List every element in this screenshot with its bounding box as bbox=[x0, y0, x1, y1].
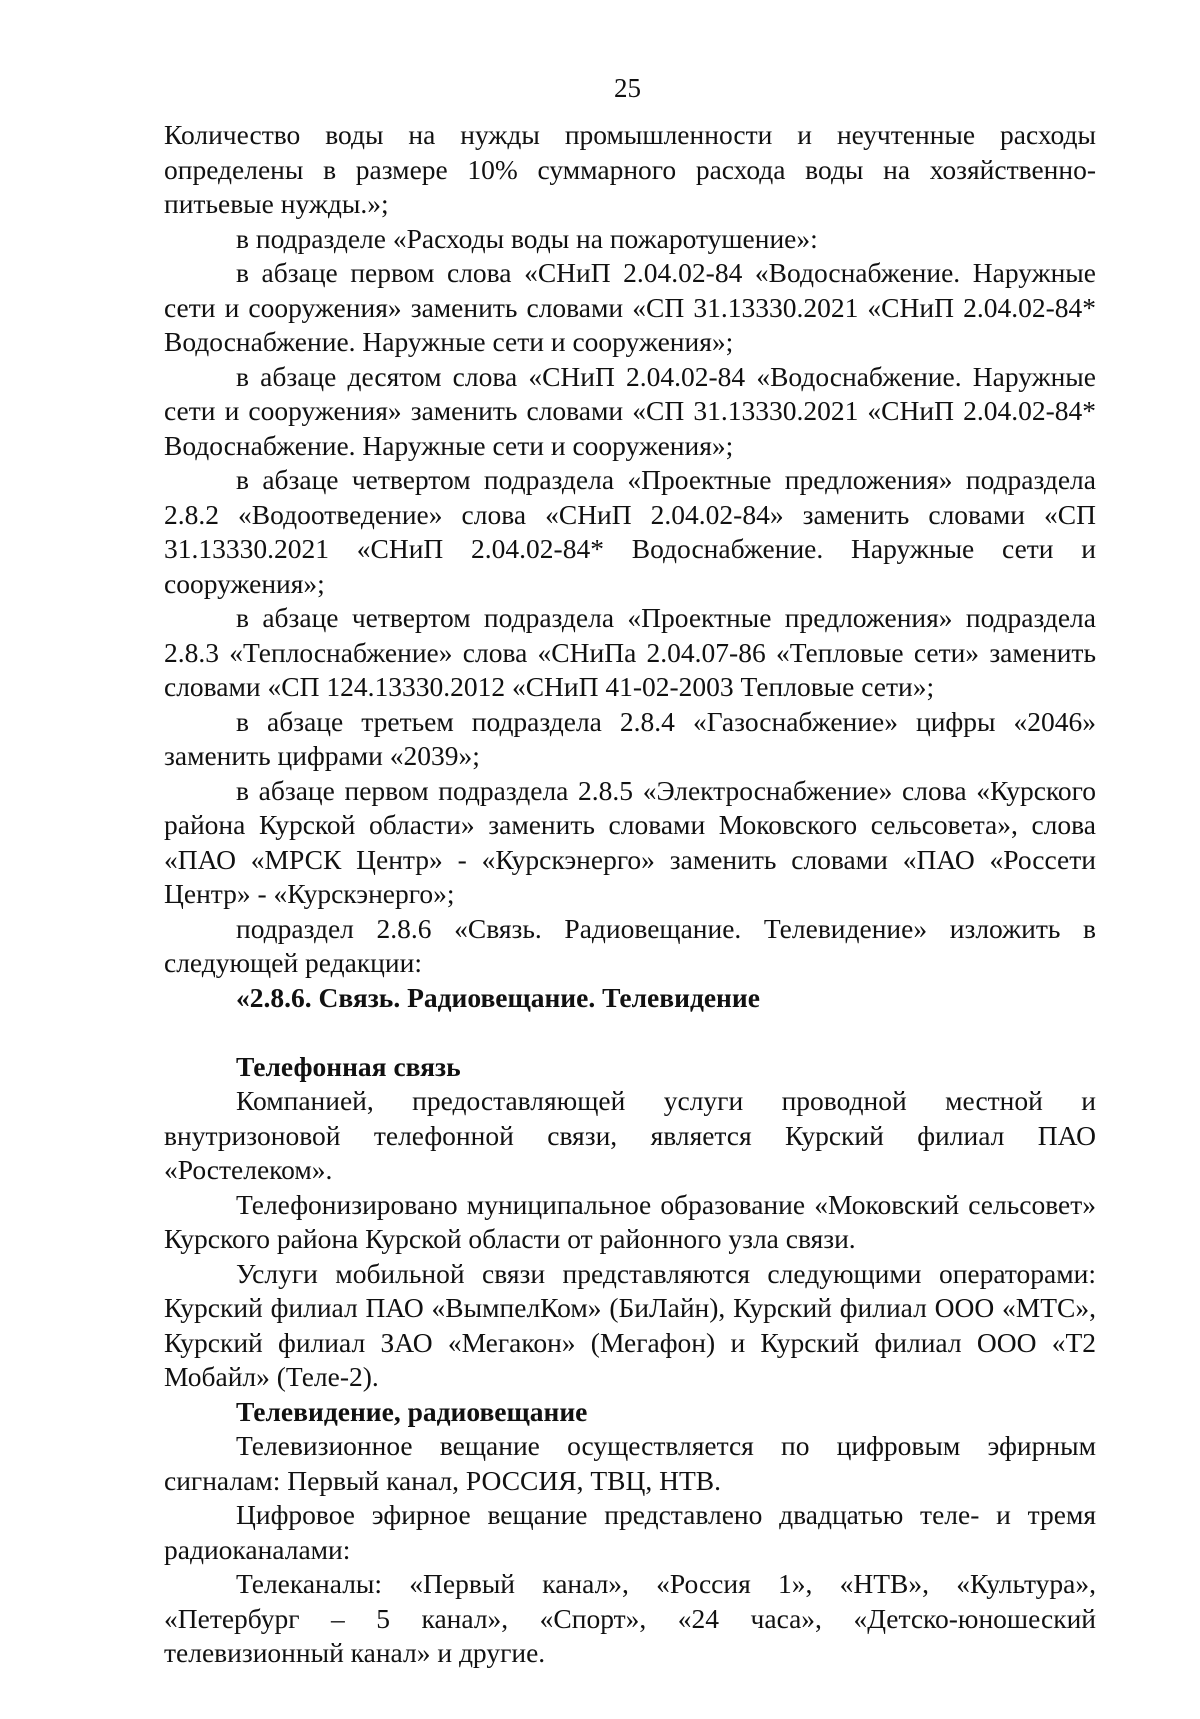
paragraph-fire-subsection: в подразделе «Расходы воды на пожаротушение»: bbox=[236, 222, 818, 254]
paragraph-mobile-operators: Услуги мобильной связи представляются следующими операторами: Курский филиал ПАО «ВымпелКом» (БиЛайн), Курский филиал ООО «МТС», Курский филиал ЗАО «Мегакон» (Мегафон) и Курский филиал ООО «Т2 Мобайл» (Теле-2). bbox=[164, 1257, 1096, 1392]
page-number: 25 bbox=[614, 73, 641, 103]
paragraph-vodootvedenie: в абзаце четвертом подраздела «Проектные предложения» подраздела 2.8.2 «Водоотведение» слова «СНиП 2.04.02-84» заменить словами «СП 31.13330.2021 «СНиП 2.04.02-84* Водоснабжение. Наружные сети и сооружения»; bbox=[164, 464, 1096, 599]
paragraph-svyaz-redaction: подраздел 2.8.6 «Связь. Радиовещание. Телевидение» изложить в следующей редакции: bbox=[164, 912, 1096, 978]
paragraph-water-industry: Количество воды на нужды промышленности и неучтенные расходы определены в размере 10% суммарного расхода воды на хозяйственно-питьевые нужды.»; bbox=[164, 119, 1096, 219]
paragraph-teplosnabzhenie: в абзаце четвертом подраздела «Проектные предложения» подраздела 2.8.3 «Теплоснабжение» слова «СНиПа 2.04.07-86 «Тепловые сети» заменить словами «СП 124.13330.2012 «СНиП 41-02-2003 Тепловые сети»; bbox=[164, 602, 1096, 702]
paragraph-first-abzac: в абзаце первом слова «СНиП 2.04.02-84 «Водоснабжение. Наружные сети и сооружения» заменить словами «СП 31.13330.2021 «СНиП 2.04.02-84* Водоснабжение. Наружные сети и сооружения»; bbox=[164, 257, 1096, 357]
section-heading: «2.8.6. Связь. Радиовещание. Телевидение bbox=[236, 981, 760, 1013]
paragraph-tenth-abzac: в абзаце десятом слова «СНиП 2.04.02-84 «Водоснабжение. Наружные сети и сооружения» заменить словами «СП 31.13330.2021 «СНиП 2.04.02-84* Водоснабжение. Наружные сети и сооружения»; bbox=[164, 360, 1096, 461]
paragraph-gazosnabzhenie: в абзаце третьем подраздела 2.8.4 «Газоснабжение» цифры «2046» заменить цифрами «2039»; bbox=[164, 705, 1096, 771]
paragraph-telephonization: Телефонизировано муниципальное образование «Моковский сельсовет» Курского района Курской области от районного узла связи. bbox=[164, 1188, 1096, 1254]
telephone-heading: Телефонная связь bbox=[236, 1050, 461, 1082]
paragraph-digital-broadcast: Цифровое эфирное вещание представлено двадцатью теле- и тремя радиоканалами: bbox=[164, 1499, 1096, 1565]
paragraph-elektrosnabzhenie: в абзаце первом подраздела 2.8.5 «Электроснабжение» слова «Курского района Курской области» заменить словами Моковского сельсовета», слова «ПАО «МРСК Центр» - «Курскэнерго» заменить словами «ПАО «Россети Центр» - «Курскэнерго»; bbox=[164, 774, 1096, 909]
paragraph-telephone-company: Компанией, предоставляющей услуги проводной местной и внутризоновой телефонной связи, является Курский филиал ПАО «Ростелеком». bbox=[164, 1085, 1096, 1185]
blank-line bbox=[164, 1015, 1096, 1050]
paragraph-tv-channels: Телеканалы: «Первый канал», «Россия 1», «НТВ», «Культура», «Петербург – 5 канал», «Спорт», «24 часа», «Детско-юношеский телевизионный канал» и другие. bbox=[164, 1568, 1096, 1668]
paragraph-tv-broadcast: Телевизионное вещание осуществляется по цифровым эфирным сигналам: Первый канал, РОССИЯ, ТВЦ, НТВ. bbox=[164, 1430, 1096, 1496]
tv-heading: Телевидение, радиовещание bbox=[236, 1395, 588, 1427]
document-body bbox=[164, 118, 1096, 1671]
